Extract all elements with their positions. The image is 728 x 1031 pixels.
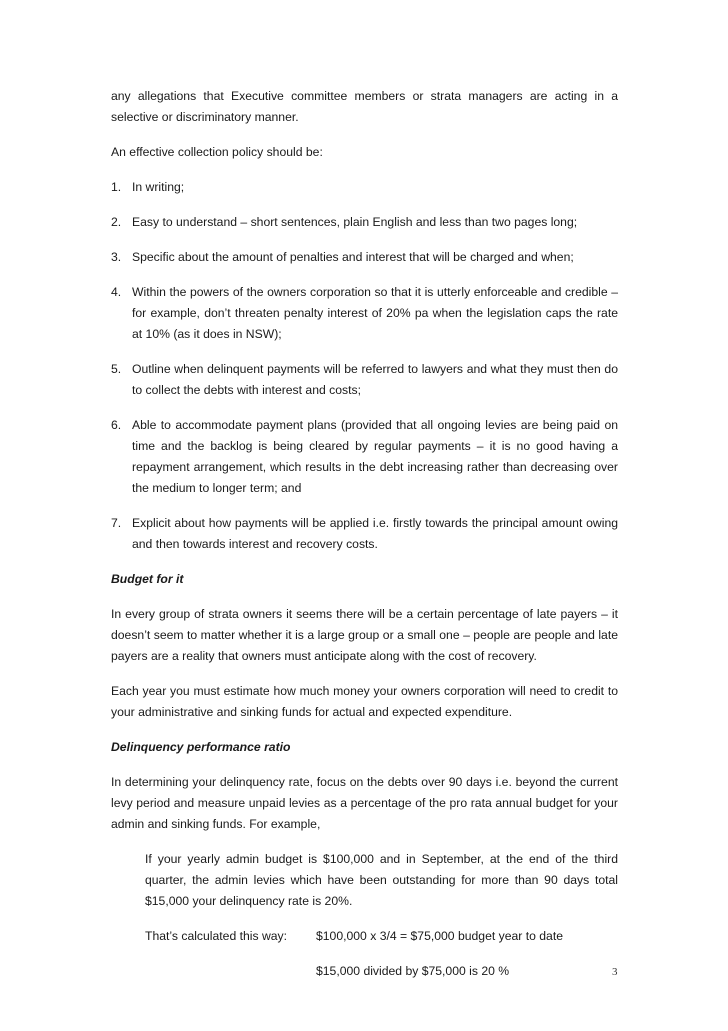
list-item <box>111 247 618 268</box>
list-text: In writing; <box>132 180 185 194</box>
list-number: 3. <box>111 250 122 264</box>
calc-line-1: $100,000 x 3/4 = $75,000 budget year to date <box>316 929 563 943</box>
list-number: 2. <box>111 215 122 229</box>
calc-label-spacer <box>145 961 316 982</box>
calc-row-2 <box>145 961 618 982</box>
budget-paragraph-1: In every group of strata owners it seems there will be a certain percentage of late payers – it doesn’t seem to matter whether it is a large group or a small one – people are people and late payers are a reality that owners must anticipate along with the cost of recovery. <box>111 607 618 663</box>
list-text: Within the powers of the owners corporation so that it is utterly enforceable and credible – for example, don’t threaten penalty interest of 20% pa when the legislation caps the rate at 10% (as it does in NSW); <box>132 285 618 341</box>
list-text: Easy to understand – short sentences, plain English and less than two pages long; <box>132 215 578 229</box>
document-body <box>111 86 618 996</box>
list-item <box>111 282 618 345</box>
calc-row-1 <box>145 926 618 947</box>
list-item <box>111 177 618 198</box>
list-number: 7. <box>111 516 122 530</box>
ratio-paragraph: In determining your delinquency rate, focus on the debts over 90 days i.e. beyond the current levy period and measure unpaid levies as a percentage of the pro rata annual budget for your admin and sinking funds. For example, <box>111 775 618 831</box>
list-text: Specific about the amount of penalties and interest that will be charged and when; <box>132 250 574 264</box>
list-item <box>111 212 618 233</box>
list-item <box>111 415 618 499</box>
list-item <box>111 513 618 555</box>
list-text: Outline when delinquent payments will be referred to lawyers and what they must then do to collect the debts with interest and costs; <box>132 362 618 397</box>
budget-paragraph-2: Each year you must estimate how much money your owners corporation will need to credit to your administrative and sinking funds for actual and expected expenditure. <box>111 684 618 719</box>
page-number: 3 <box>612 966 618 978</box>
list-number: 1. <box>111 180 122 194</box>
list-number: 6. <box>111 418 122 432</box>
list-text: Able to accommodate payment plans (provided that all ongoing levies are being paid on time and the backlog is being cleared by regular payments – it is no good having a repayment arrangement, which results in the debt increasing rather than decreasing over the medium to longer term; and <box>132 418 618 495</box>
intro-continuation: any allegations that Executive committee members or strata managers are acting in a selective or discriminatory manner. <box>111 89 618 124</box>
ratio-heading: Delinquency performance ratio <box>111 740 291 754</box>
calc-label: That’s calculated this way: <box>145 929 288 943</box>
example-text: If your yearly admin budget is $100,000 and in September, at the end of the third quarter, the admin levies which have been outstanding for more than 90 days total $15,000 your delinquency rate is 20%. <box>145 852 618 908</box>
list-number: 4. <box>111 285 122 299</box>
calc-line-2: $15,000 divided by $75,000 is 20 % <box>316 964 510 978</box>
policy-intro: An effective collection policy should be: <box>111 145 323 159</box>
budget-heading: Budget for it <box>111 572 184 586</box>
policy-list <box>111 177 618 555</box>
list-item <box>111 359 618 401</box>
list-text: Explicit about how payments will be applied i.e. firstly towards the principal amount owing and then towards interest and recovery costs. <box>132 516 618 551</box>
list-number: 5. <box>111 362 122 376</box>
